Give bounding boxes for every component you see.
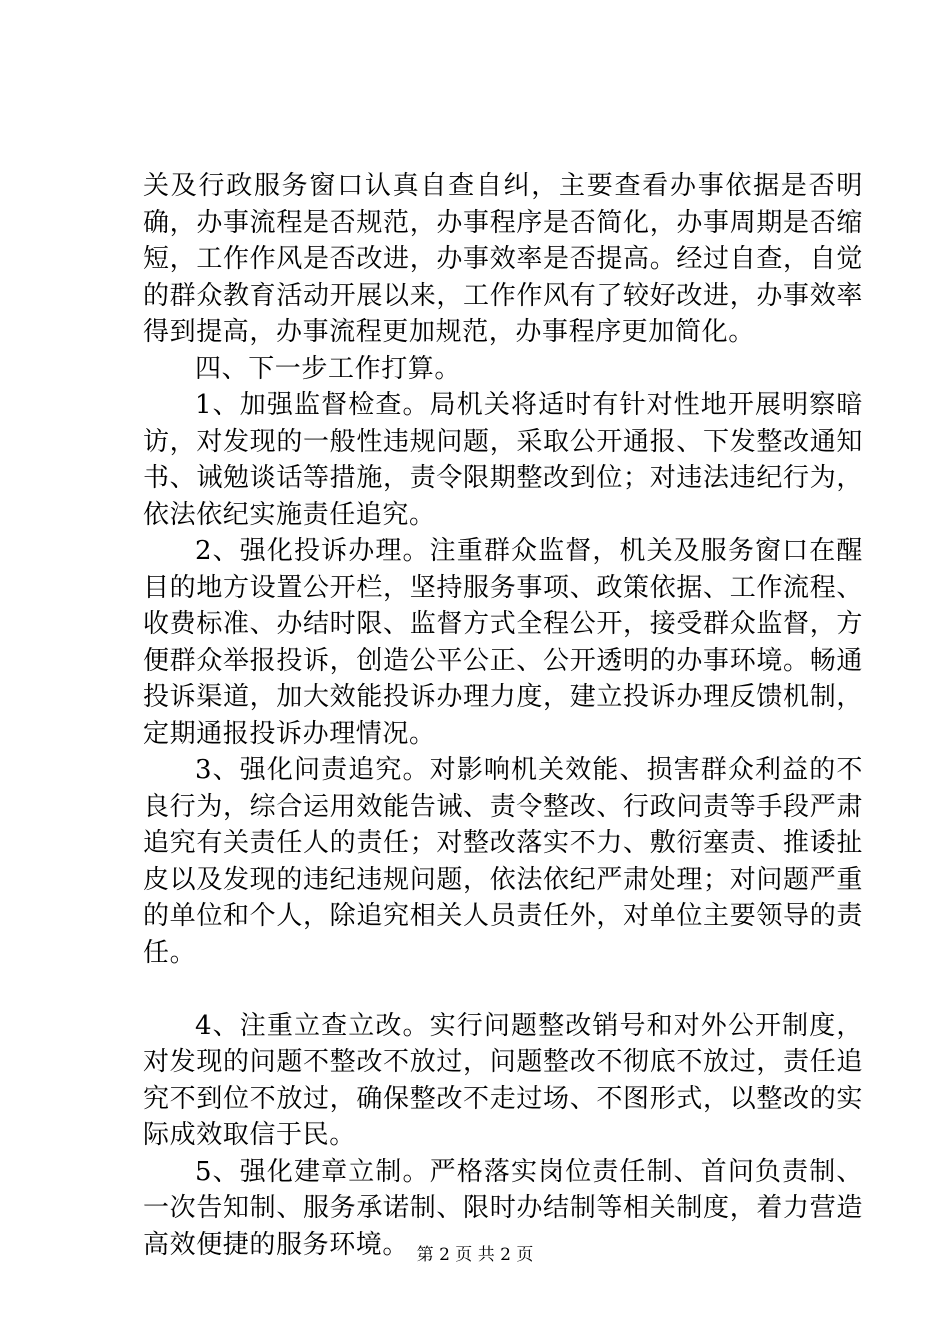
paragraph-item-4: 4、注重立查立改。实行问题整改销号和对外公开制度，对发现的问题不整改不放过，问题整改不彻底不放过，责任追究不到位不放过，确保整改不走过场、不图形式，以整改的实际成效取信于民。 bbox=[143, 1010, 863, 1150]
paragraph-item-2: 2、强化投诉办理。注重群众监督，机关及服务窗口在醒目的地方设置公开栏，坚持服务事项、政策依据、工作流程、收费标准、办结时限、监督方式全程公开，接受群众监督，方便群众举报投诉，创造公平公正、公开透明的办事环境。畅通投诉渠道，加大效能投诉办理力度，建立投诉办理反馈机制，定期通报投诉办理情况。 bbox=[143, 536, 863, 749]
section-heading: 四、下一步工作打算。 bbox=[195, 353, 462, 384]
paragraph-item-5: 5、强化建章立制。严格落实岗位责任制、首问负责制、一次告知制、服务承诺制、限时办结制等相关制度，着力营造高效便捷的服务环境。 bbox=[143, 1156, 863, 1260]
paragraph-item-1: 1、加强监督检查。局机关将适时有针对性地开展明察暗访，对发现的一般性违规问题，采取公开通报、下发整改通知书、诫勉谈话等措施，责令限期整改到位；对违法违纪行为，依法依纪实施责任追究。 bbox=[143, 390, 863, 530]
paragraph-continuation: 关及行政服务窗口认真自查自纠，主要查看办事依据是否明确，办事流程是否规范，办事程序是否简化，办事周期是否缩短，工作作风是否改进，办事效率是否提高。经过自查，自觉的群众教育活动开展以来，工作作风有了较好改进，办事效率得到提高，办事流程更加规范，办事程序更加简化。 bbox=[143, 171, 863, 347]
paragraph-item-3: 3、强化问责追究。对影响机关效能、损害群众利益的不良行为，综合运用效能告诫、责令整改、行政问责等手段严肃追究有关责任人的责任；对整改落实不力、敷衍塞责、推诿扯皮以及发现的违纪违规问题，依法依纪严肃处理；对问题严重的单位和个人，除追究相关人员责任外，对单位主要领导的责任。 bbox=[143, 755, 863, 968]
page-number-footer: 第 2 页 共 2 页 bbox=[416, 1245, 534, 1265]
paragraph-gap bbox=[143, 971, 863, 1008]
document-body bbox=[143, 168, 863, 1263]
